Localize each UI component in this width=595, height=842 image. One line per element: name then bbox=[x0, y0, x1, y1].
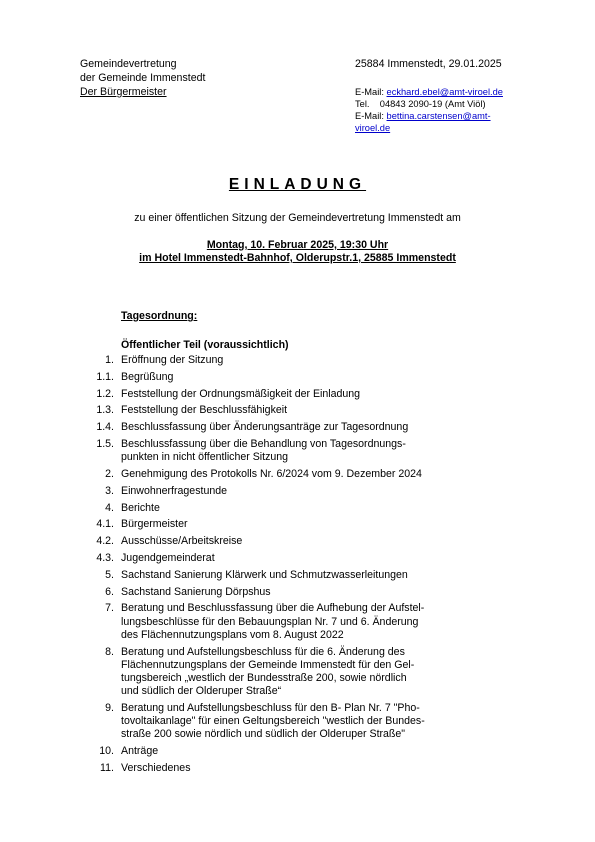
agenda-item-text: Beschlussfassung über die Behandlung von Tagesordnungs- punkten in nicht öffentlicher Sitzung bbox=[121, 438, 406, 464]
agenda-item-text: Berichte bbox=[121, 501, 160, 514]
agenda-item-number: 4. bbox=[105, 501, 114, 514]
meeting-date: Montag, 10. Februar 2025, 19:30 Uhr bbox=[206, 239, 389, 251]
document-title: EINLADUNG bbox=[228, 176, 367, 193]
agenda-item-text: Anträge bbox=[121, 745, 159, 758]
sender-line-2: der Gemeinde Immenstedt bbox=[80, 72, 206, 84]
email-line-2 bbox=[355, 110, 491, 122]
email-line-1 bbox=[355, 86, 503, 98]
agenda-item-number: 4.3. bbox=[96, 552, 114, 564]
email-link-2[interactable]: bettina.carstensen@amt- bbox=[386, 111, 491, 121]
agenda-heading: Tagesordnung: bbox=[121, 310, 198, 322]
email-line-2-cont bbox=[355, 122, 390, 134]
agenda-item-text: Jugendgemeinderat bbox=[121, 552, 215, 564]
agenda-item-text: Beratung und Aufstellungsbeschluss für den B- Plan Nr. 7 "Pho- tovoltaikanlage" für einen Geltungsbereich "westlich der Bundes- straße 200 sowie nördlich und südlich der Olderuper Straße" bbox=[121, 702, 425, 741]
agenda-item-number: 9. bbox=[105, 702, 114, 714]
agenda-item-number: 5. bbox=[105, 568, 114, 581]
agenda-item-text: Feststellung der Beschlussfähigkeit bbox=[121, 404, 288, 417]
agenda-item-number: 3. bbox=[105, 484, 114, 497]
agenda-item-text: Bürgermeister bbox=[121, 518, 188, 531]
intro-text: zu einer öffentlichen Sitzung der Gemeindevertretung Immenstedt am bbox=[134, 212, 461, 224]
agenda-item-text: Verschiedenes bbox=[121, 762, 191, 774]
agenda-item-text: Einwohnerfragestunde bbox=[121, 484, 228, 497]
agenda-item-text: Beratung und Beschlussfassung über die Aufhebung der Aufstel- lungsbeschlüsse für den Bebauungsplan Nr. 7 und 6. Änderung des Flächennutzungsplans vom 8. August 2022 bbox=[121, 602, 425, 641]
agenda-item-number: 1.1. bbox=[96, 370, 114, 383]
agenda-item-text: Beschlussfassung über Änderungsanträge zur Tagesordnung bbox=[121, 421, 409, 434]
agenda-item-number: 1.4. bbox=[96, 421, 114, 434]
agenda-item-text: Sachstand Sanierung Dörpshus bbox=[121, 585, 271, 598]
agenda-item-number: 4.2. bbox=[96, 535, 114, 548]
agenda-item-number: 6. bbox=[105, 585, 114, 598]
agenda-item-text: Sachstand Sanierung Klärwerk und Schmutzwasserleitungen bbox=[121, 568, 408, 581]
sender-line-3: Der Bürgermeister bbox=[80, 86, 167, 98]
email-link-2-cont[interactable]: viroel.de bbox=[355, 123, 391, 133]
agenda-item-number: 1.5. bbox=[96, 438, 114, 450]
agenda-item-text: Beratung und Aufstellungsbeschluss für die 6. Änderung des Flächennutzungsplans der Gemeinde Immenstedt für den Gel- tungsbereich „westlich der Bundesstraße 200, sowie nördlich und südlich der Olderuper Straße“ bbox=[121, 645, 415, 698]
agenda-item-number: 11. bbox=[100, 762, 114, 774]
agenda-item-number: 4.1. bbox=[96, 518, 114, 531]
agenda-item-number: 8. bbox=[105, 645, 114, 658]
agenda-item-number: 1.2. bbox=[96, 387, 114, 400]
agenda-item-number: 2. bbox=[105, 468, 114, 480]
place-date: 25884 Immenstedt, 29.01.2025 bbox=[355, 58, 502, 70]
agenda-item-text: Ausschüsse/Arbeitskreise bbox=[121, 535, 243, 548]
agenda-item-text: Begrüßung bbox=[121, 370, 174, 383]
agenda-item-number: 1. bbox=[105, 354, 114, 366]
agenda-item-number: 7. bbox=[105, 602, 114, 615]
email-label-2: E-Mail: bbox=[355, 111, 384, 121]
public-part-heading: Öffentlicher Teil (voraussichtlich) bbox=[121, 339, 289, 351]
meeting-location: im Hotel Immenstedt-Bahnhof, Olderupstr.1, 25885 Immenstedt bbox=[139, 252, 456, 264]
agenda-item-number: 1.3. bbox=[96, 404, 114, 417]
phone-line: Tel. 04843 2090-19 (Amt Viöl) bbox=[355, 99, 486, 109]
agenda-item-number: 10. bbox=[99, 745, 114, 758]
agenda-item-text: Feststellung der Ordnungsmäßigkeit der Einladung bbox=[121, 387, 361, 400]
email-link-1[interactable]: eckhard.ebel@amt-viroel.de bbox=[386, 87, 503, 97]
sender-line-1: Gemeindevertretung bbox=[80, 58, 177, 70]
agenda-item-text: Genehmigung des Protokolls Nr. 6/2024 vom 9. Dezember 2024 bbox=[121, 468, 422, 480]
email-label: E-Mail: bbox=[355, 87, 384, 97]
agenda-item-text: Eröffnung der Sitzung bbox=[121, 354, 224, 366]
